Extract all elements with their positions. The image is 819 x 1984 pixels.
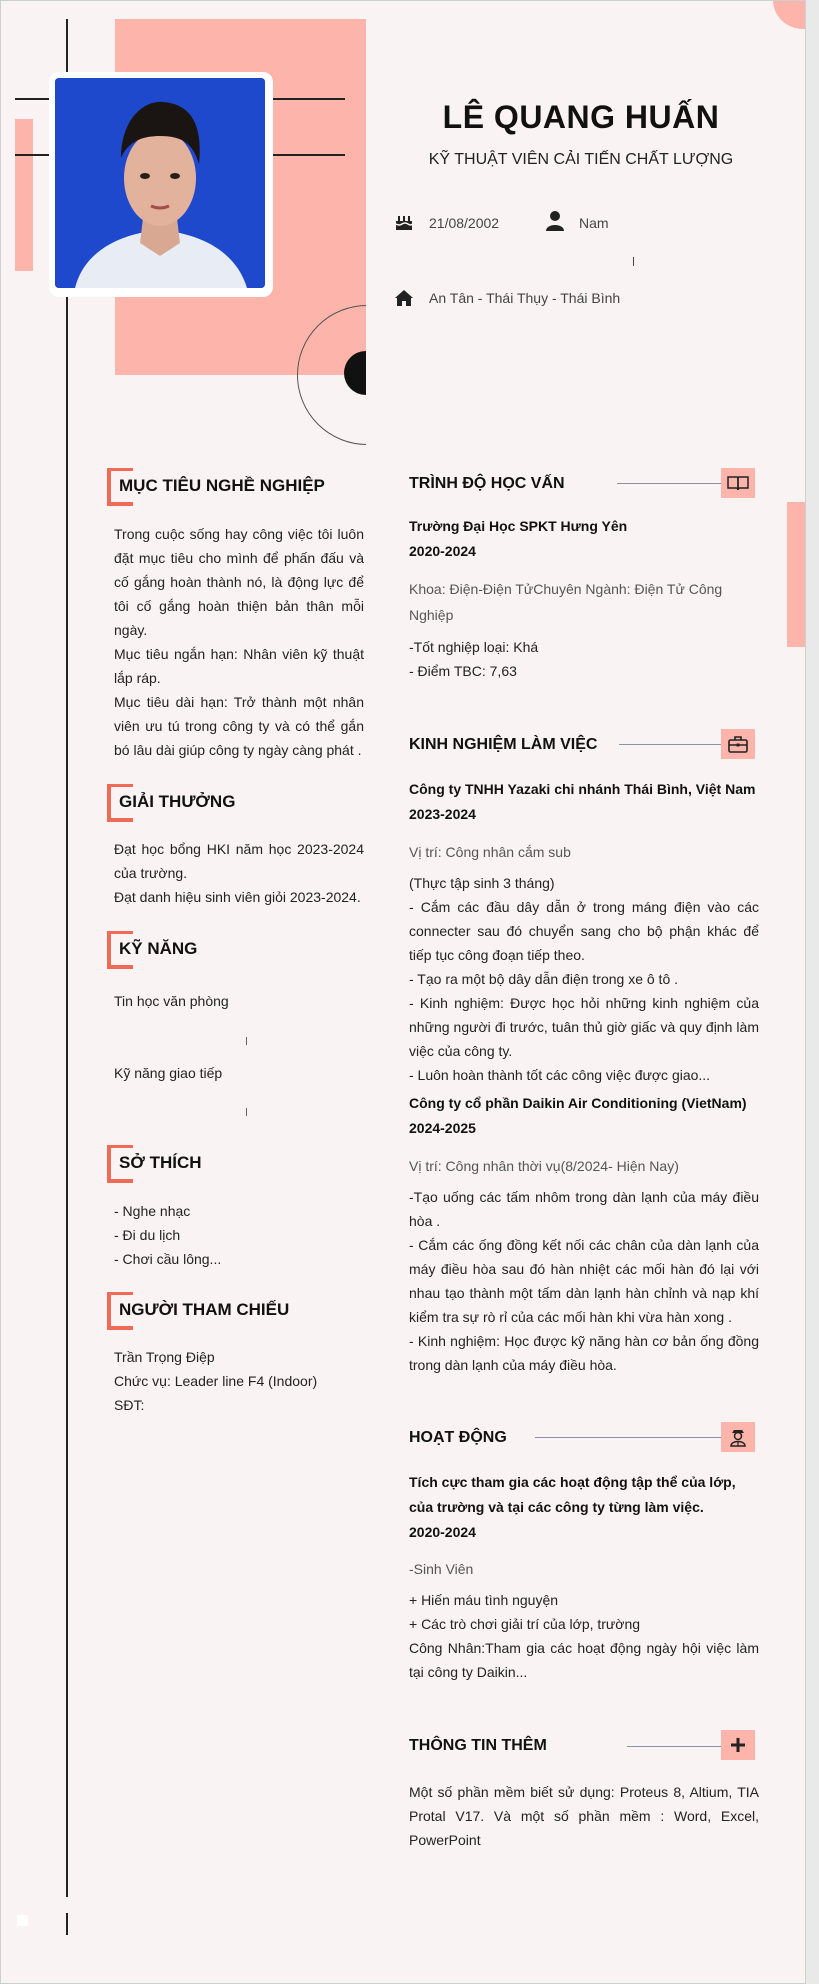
skill-bar-tick-2 xyxy=(246,1108,247,1116)
job1-company: Công ty TNHH Yazaki chi nhánh Thái Bình, Việt Nam xyxy=(409,781,756,797)
education-faculty: Khoa: Điện-Điện TửChuyên Ngành: Điện Tử Công Nghiệp xyxy=(409,581,723,623)
reference-phone: SĐT: xyxy=(114,1397,145,1413)
hobby-item-2: - Đi du lịch xyxy=(114,1227,181,1243)
home-icon xyxy=(394,289,414,307)
plus-icon xyxy=(730,1737,746,1753)
skills-accent-bar xyxy=(107,931,111,969)
skill-item-2: Kỹ năng giao tiếp xyxy=(114,1065,223,1081)
activities-years: 2020-2024 xyxy=(409,1524,476,1540)
education-icon-box xyxy=(721,468,755,498)
job2-company: Công ty cổ phần Daikin Air Conditioning (VietNam) xyxy=(409,1095,747,1111)
bottom-left-square xyxy=(17,1915,28,1926)
hobby-item-1: - Nghe nhạc xyxy=(114,1203,191,1219)
experience-icon-box xyxy=(721,729,755,759)
job1-line-4: - Kinh nghiệm: Được học hỏi những kinh nghiệm của những người đi trước, tuân thủ giờ giấc và quy định làm việc của công ty. xyxy=(409,995,759,1059)
experience-heading: KINH NGHIỆM LÀM VIỆC xyxy=(409,736,598,753)
job1-years: 2023-2024 xyxy=(409,806,476,822)
skill-bar-tick-1 xyxy=(246,1037,247,1045)
briefcase-icon xyxy=(728,735,748,753)
left-vertical-line xyxy=(66,19,68,1897)
left-pink-tab xyxy=(15,119,33,271)
reference-accent-top xyxy=(107,1292,133,1295)
career-paragraph-1: Trong cuộc sống hay công việc tôi luôn đặt mục tiêu cho mình để phấn đấu và cố gắng hoàn thành nó, là động lực để tôi cố gắng hoàn thiện bản thân mỗi ngày. xyxy=(114,526,364,638)
gender-value: Nam xyxy=(579,215,609,231)
education-gpa: - Điểm TBC: 7,63 xyxy=(409,663,517,679)
awards-heading: GIẢI THƯỞNG xyxy=(119,792,236,811)
job1-line-3: - Tạo ra một bộ dây dẫn điện trong xe ô tô . xyxy=(409,971,679,987)
extra-heading: THÔNG TIN THÊM xyxy=(409,1737,547,1754)
left-vertical-line-end xyxy=(66,1913,68,1935)
reference-heading: NGƯỜI THAM CHIẾU xyxy=(119,1300,290,1319)
job-title: KỸ THUẬT VIÊN CẢI TIẾN CHẤT LƯỢNG xyxy=(428,151,734,168)
hobbies-accent-top xyxy=(107,1145,133,1148)
job2-line-3: - Kinh nghiệm: Học được kỹ năng hàn cơ bản ống đồng trong dàn lạnh của máy điều hòa. xyxy=(409,1333,759,1373)
reference-name: Trần Trọng Điệp xyxy=(114,1349,215,1365)
reference-position: Chức vụ: Leader line F4 (Indoor) xyxy=(114,1373,318,1389)
activities-heading-line xyxy=(535,1437,721,1438)
reference-accent-bottom xyxy=(107,1326,133,1330)
activities-role: -Sinh Viên xyxy=(409,1561,474,1577)
career-accent-top xyxy=(107,468,133,471)
activities-line-2: + Các trò chơi giải trí của lớp, trường xyxy=(409,1616,641,1632)
skill-item-1: Tin học văn phòng xyxy=(114,993,229,1009)
cover-black-right xyxy=(366,346,396,401)
corner-pink-circle xyxy=(773,0,806,29)
education-school: Trường Đại Học SPKT Hưng Yên xyxy=(409,518,628,534)
career-heading: MỤC TIÊU NGHỀ NGHIỆP xyxy=(119,476,325,495)
awards-accent-bar xyxy=(107,784,111,822)
activities-heading: HOẠT ĐỘNG xyxy=(409,1429,507,1446)
profile-photo-frame xyxy=(49,72,273,297)
skills-heading: KỸ NĂNG xyxy=(119,939,198,958)
birthday-cake-icon xyxy=(394,213,414,231)
education-heading: TRÌNH ĐỘ HỌC VẤN xyxy=(409,475,565,492)
skills-accent-bottom xyxy=(107,965,133,969)
birthday-value: 21/08/2002 xyxy=(429,215,500,231)
profile-photo xyxy=(55,78,265,288)
job2-years: 2024-2025 xyxy=(409,1120,476,1136)
education-grade: -Tốt nghiệp loại: Khá xyxy=(409,639,539,655)
education-heading-line xyxy=(617,483,721,484)
user-icon xyxy=(546,211,564,231)
job1-line-2: - Cắm các đầu dây dẫn ở trong máng điện vào các connecter sau đó chuyển sang cho bộ phận khác để tiếp tục công đoạn tiếp theo. xyxy=(409,899,759,963)
person-portrait-icon xyxy=(55,78,265,288)
address-value: An Tân - Thái Thụy - Thái Bình xyxy=(429,290,621,306)
right-pink-tab xyxy=(787,502,805,647)
extra-icon-box xyxy=(721,1730,755,1760)
award-item-2: Đạt danh hiệu sinh viên giỏi 2023-2024. xyxy=(114,889,361,905)
skills-accent-top xyxy=(107,931,133,934)
book-icon xyxy=(727,475,749,491)
career-accent-bar xyxy=(107,468,111,506)
person-activity-icon xyxy=(728,1427,748,1447)
activities-title: Tích cực tham gia các hoạt động tập thể của lớp, của trường và tại các công ty từng làm việc. xyxy=(409,1474,736,1515)
full-name: LÊ QUANG HUẤN xyxy=(442,99,720,135)
award-item-1: Đạt học bổng HKI năm học 2023-2024 của trường. xyxy=(114,841,364,881)
hobby-item-3: - Chơi cầu lông... xyxy=(114,1251,222,1267)
hobbies-accent-bar xyxy=(107,1145,111,1183)
awards-accent-bottom xyxy=(107,818,133,822)
hobbies-accent-bottom xyxy=(107,1179,133,1183)
awards-accent-top xyxy=(107,784,133,787)
job2-line-1: -Tạo uống các tấm nhôm trong dàn lạnh của máy điều hòa . xyxy=(409,1189,759,1229)
job1-line-5: - Luôn hoàn thành tốt các công việc được giao... xyxy=(409,1067,711,1083)
job1-line-1: (Thực tập sinh 3 tháng) xyxy=(409,875,555,891)
tiny-tick xyxy=(633,257,634,266)
activities-icon-box xyxy=(721,1422,755,1452)
job1-position: Vị trí: Công nhân cắm sub xyxy=(409,844,571,860)
career-paragraph-3: Mục tiêu dài hạn: Trở thành một nhân viên ưu tú trong công ty và có thể gắn bó lâu dài giúp công ty ngày càng phát . xyxy=(114,694,364,758)
career-accent-bottom xyxy=(107,502,133,506)
reference-accent-bar xyxy=(107,1292,111,1330)
hobbies-heading: SỞ THÍCH xyxy=(119,1153,202,1172)
activities-line-1: + Hiến máu tình nguyện xyxy=(409,1592,559,1608)
job2-line-2: - Cắm các ống đồng kết nối các chân của dàn lạnh của máy điều hòa sau đó hàn nhiệt các mối hàn đó lại với nhau tạo thành một tấm dàn lạnh hàn chỉnh và nạp khí kiểm tra sự rò rỉ của các mối hàn khi vừa hàn xong . xyxy=(409,1237,759,1325)
experience-heading-line xyxy=(619,744,721,745)
career-paragraph-2: Mục tiêu ngắn hạn: Nhân viên kỹ thuật lắp ráp. xyxy=(114,646,364,686)
activities-line-3: Công Nhân:Tham gia các hoạt động ngày hội việc làm tại công ty Daikin... xyxy=(409,1640,759,1680)
education-years: 2020-2024 xyxy=(409,543,476,559)
extra-heading-line xyxy=(627,1746,721,1747)
job2-position: Vị trí: Công nhân thời vụ(8/2024- Hiện Nay) xyxy=(409,1158,679,1174)
extra-text: Một số phần mềm biết sử dụng: Proteus 8, Altium, TIA Protal V17. Và một số phần mềm : Word, Excel, PowerPoint xyxy=(409,1784,759,1848)
